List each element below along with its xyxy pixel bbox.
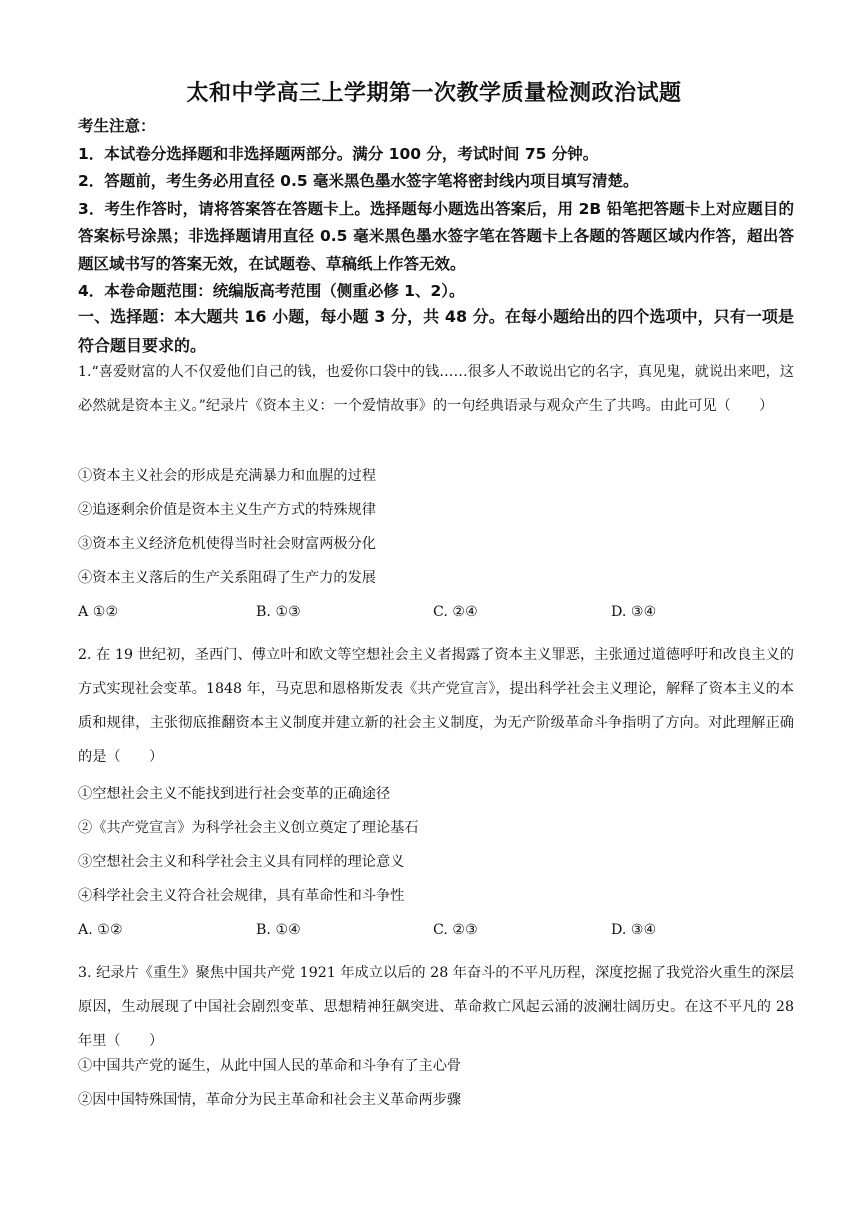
option-a[interactable]: A ①② — [78, 604, 119, 620]
statement: ②追逐剩余价值是资本主义生产方式的特殊规律 — [78, 502, 376, 518]
answer-options — [78, 602, 794, 622]
question-stem: 2. 在 19 世纪初，圣西门、傅立叶和欧文等空想社会主义者揭露了资本主义罪恶，主张通过道德呼吁和改良主义的方式实现社会变革。1848 年，马克思和恩格斯发表《共产党宣言》，提出科学社会主义理论，解释了资本主义的本质和规律，主张彻底推翻资本主义制度并建立新的社会主义制度，为无产阶级革命斗争指明了方向。对此理解正确的是（ ） — [78, 647, 794, 765]
statement: ④科学社会主义符合社会规律，具有革命性和斗争性 — [78, 888, 405, 904]
statement: ①中国共产党的诞生，从此中国人民的革命和斗争有了主心骨 — [78, 1058, 462, 1074]
section-heading: 一、选择题：本大题共 16 小题，每小题 3 分，共 48 分。在每小题给出的四个选项中，只有一项是符合题目要求的。 — [78, 307, 794, 355]
statement: ③资本主义经济危机使得当时社会财富两极分化 — [78, 536, 376, 552]
statement: ①空想社会主义不能找到进行社会变革的正确途径 — [78, 786, 391, 802]
statement: ②因中国特殊国情，革命分为民主革命和社会主义革命两步骤 — [78, 1092, 462, 1108]
statement: ②《共产党宣言》为科学社会主义创立奠定了理论基石 — [78, 820, 419, 836]
notice-item: 3．考生作答时，请将答案答在答题卡上。选择题每小题选出答案后，用 2B 铅笔把答题卡上对应题目的答案标号涂黑；非选择题请用直径 0.5 毫米黑色墨水签字笔在答题卡上各题的答题区域内作答，超出答题区域书写的答案无效，在试题卷、草稿纸上作答无效。 — [78, 199, 794, 273]
answer-options — [78, 920, 794, 940]
statement: ③空想社会主义和科学社会主义具有同样的理论意义 — [78, 854, 405, 870]
notice-item: 1．本试卷分选择题和非选择题两部分。满分 100 分，考试时间 75 分钟。 — [78, 144, 599, 163]
notice-item: 4．本卷命题范围：统编版高考范围（侧重必修 1、2）。 — [78, 282, 465, 300]
option-b[interactable]: B. ①③ — [256, 604, 301, 620]
page-title: 太和中学高三上学期第一次教学质量检测政治试题 — [186, 81, 682, 106]
statement: ④资本主义落后的生产关系阻碍了生产力的发展 — [78, 570, 376, 586]
option-c[interactable]: C. ②③ — [433, 922, 478, 938]
option-a[interactable]: A. ①② — [78, 922, 123, 938]
question-stem: 1.“喜爱财富的人不仅爱他们自己的钱，也爱你口袋中的钱……很多人不敢说出它的名字，真见鬼，就说出来吧，这必然就是资本主义。”纪录片《资本主义：一个爱情故事》的一句经典语录与观众产生了共鸣。由此可见（ ） — [78, 364, 794, 414]
option-b[interactable]: B. ①④ — [256, 922, 301, 938]
question-stem: 3. 纪录片《重生》聚焦中国共产党 1921 年成立以后的 28 年奋斗的不平凡历程，深度挖掘了我党浴火重生的深层原因，生动展现了中国社会剧烈变革、思想精神狂飙突进、革命救亡风起云涌的波澜壮阔历史。在这不平凡的 28 年里（ ） — [78, 965, 794, 1049]
option-d[interactable]: D. ③④ — [611, 922, 657, 938]
notice-heading: 考生注意： — [78, 117, 156, 135]
notice-item: 2．答题前，考生务必用直径 0.5 毫米黑色墨水签字笔将密封线内项目填写清楚。 — [78, 172, 639, 190]
notice-block — [78, 113, 794, 306]
option-c[interactable]: C. ②④ — [433, 604, 478, 620]
statement: ①资本主义社会的形成是充满暴力和血腥的过程 — [78, 468, 376, 484]
option-d[interactable]: D. ③④ — [611, 604, 657, 620]
